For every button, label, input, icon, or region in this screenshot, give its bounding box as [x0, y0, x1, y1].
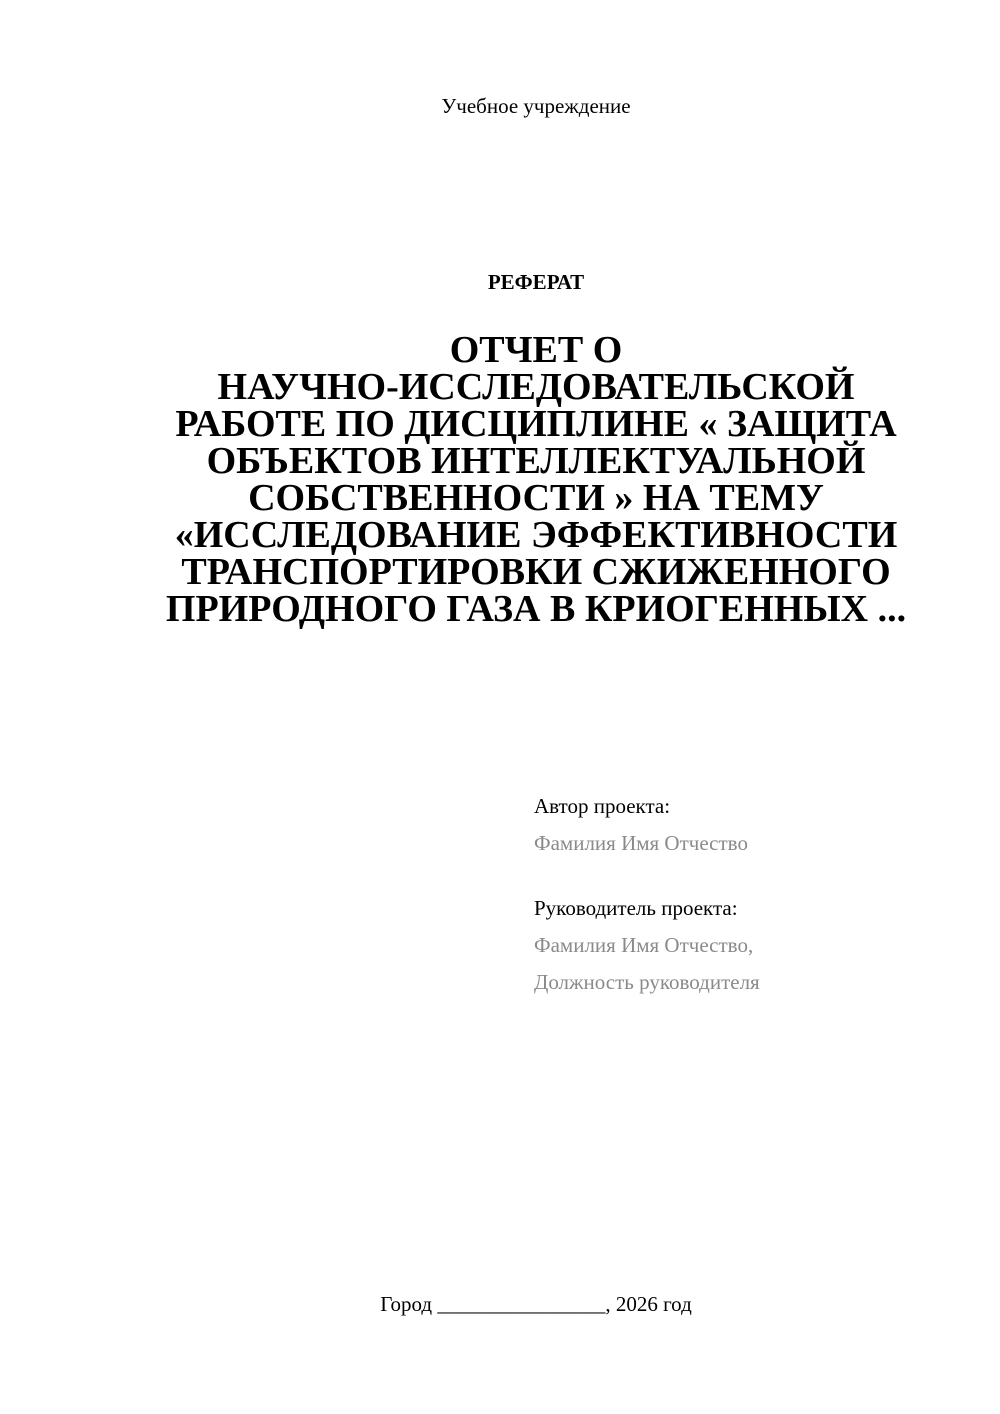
title-line: ОБЪЕКТОВ ИНТЕЛЛЕКТУАЛЬНОЙ: [206, 440, 866, 482]
credits-spacer: [534, 862, 974, 890]
report-title: [100, 329, 972, 630]
city-year-line: Город ________________, 2026 год: [380, 1292, 692, 1316]
author-label: Автор проекта:: [534, 794, 671, 818]
title-line: ТРАНСПОРТИРОВКИ СЖИЖЕННОГО: [181, 551, 891, 593]
supervisor-label: Руководитель проекта:: [534, 896, 738, 920]
title-line: «ИССЛЕДОВАНИЕ ЭФФЕКТИВНОСТИ: [174, 514, 898, 556]
supervisor-name: Фамилия Имя Отчество,: [534, 933, 754, 957]
title-line: ПРИРОДНОГО ГАЗА В КРИОГЕННЫХ ...: [165, 588, 907, 630]
title-line: СОБСТВЕННОСТИ » НА ТЕМУ: [248, 477, 824, 519]
title-line: НАУЧНО-ИССЛЕДОВАТЕЛЬСКОЙ: [217, 366, 855, 408]
institution-name: Учебное учреждение: [441, 94, 631, 118]
author-name: Фамилия Имя Отчество: [534, 831, 748, 855]
credits-block: [534, 788, 974, 1001]
supervisor-position: Должность руководителя: [534, 970, 760, 994]
title-line: ОТЧЕТ О: [449, 329, 623, 371]
document-type: РЕФЕРАТ: [487, 270, 585, 294]
title-line: РАБОТЕ ПО ДИСЦИПЛИНЕ « ЗАЩИТА: [175, 403, 897, 445]
